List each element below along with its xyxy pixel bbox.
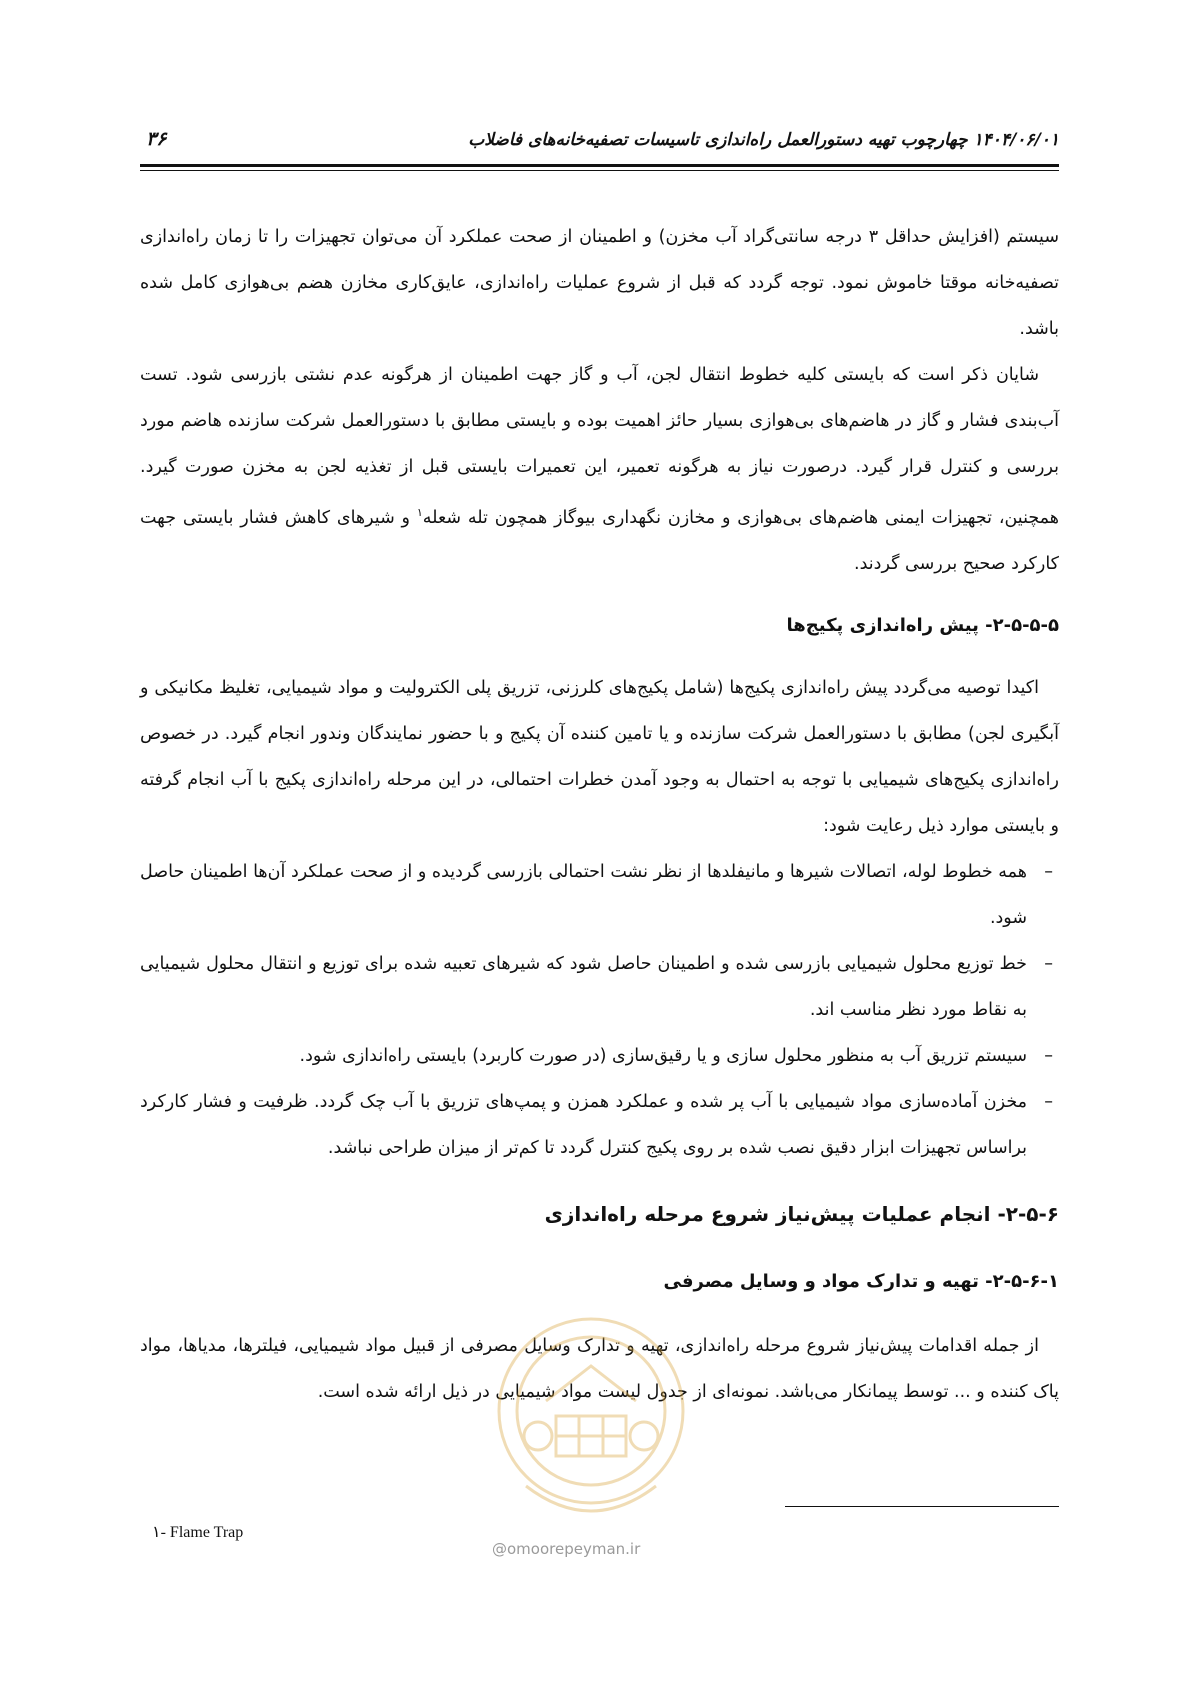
dash-bullet: –	[1044, 953, 1053, 974]
footnote-ref: ۱	[416, 506, 423, 519]
list-item: – خط توزیع محلول شیمیایی بازرسی شده و اطمینان حاصل شود که شیرهای تعبیه شده برای توزیع و انتقال محلول شیمیایی به نقاط مورد نظر مناسب اند.	[140, 941, 1059, 1033]
list-item: – همه خطوط لوله، اتصالات شیرها و مانیفلدها از نظر نشت احتمالی بازرسی گردیده و از صحت عملکرد آن‌ها اطمینان حاصل شود.	[140, 849, 1059, 941]
page-number: ۳۶	[146, 128, 167, 150]
paragraph-packages: اکیدا توصیه می‌گردد پیش راه‌اندازی پکیج‌ها (شامل پکیج‌های کلرزنی، تزریق پلی الکترولیت و مواد شیمیایی، تغلیظ مکانیکی و آبگیری لجن) مطابق با دستورالعمل شرکت سازنده و یا تامین کننده آن پکیج و با حضور نمایندگان وندور انجام گیرد. در خصوص راه‌اندازی پکیج‌های شیمیایی با توجه به احتمال به وجود آمدن خطرات احتمالی، در این مرحله راه‌اندازی پکیج با آب انجام گرفته و بایستی موارد ذیل رعایت شود:	[140, 677, 1059, 836]
section-heading-prerequisites: ۲-۵-۶- انجام عملیات پیش‌نیاز شروع مرحله راه‌اندازی	[544, 1201, 1059, 1226]
paragraph-insulation: سیستم (افزایش حداقل ۳ درجه سانتی‌گراد آب مخزن) و اطمینان از صحت عملکرد آن می‌توان تجهیزات را تا زمان راه‌اندازی تصفیه‌خانه موقتا خاموش نمود. توجه گردد که قبل از شروع عملیات راه‌اندازی، عایق‌کاری مخازن هضم بی‌هوازی کامل شده باشد.	[140, 227, 1059, 339]
header-rule-thick	[140, 164, 1059, 167]
subsection-heading-supplies: ۲-۵-۶-۱- تهیه و تدارک مواد و وسایل مصرفی	[663, 1270, 1059, 1292]
omoore-peyman-seal-icon	[486, 1306, 696, 1554]
dash-bullet: –	[1044, 1045, 1053, 1066]
list-item: – سیستم تزریق آب به منظور محلول سازی و یا رقیق‌سازی (در صورت کاربرد) بایستی راه‌اندازی شود.	[140, 1033, 1059, 1079]
leak-test-text: شایان ذکر است که بایستی کلیه خطوط انتقال لجن، آب و گاز جهت اطمینان از هرگونه عدم نشتی بازرسی شود. تست آب‌بندی فشار و گاز در هاضم‌های بی‌هوازی بسیار حائز اهمیت بوده و بایستی مطابق با دستورالعمل شرکت سازنده هاضم مورد بررسی و کنترل قرار گیرد. درصورت نیاز به هرگونه تعمیر، این تعمیرات بایستی قبل از تغذیه لجن به مخزن صورت گیرد. همچنین، تجهیزات ایمنی هاضم‌های بی‌هوازی و مخازن نگهداری بیوگاز همچون تله شعله	[140, 365, 1059, 528]
paragraph-leak-test	[140, 352, 1059, 587]
leak-test-text-end: و شیرهای کاهش فشار بایستی جهت کارکرد صحیح بررسی گردند.	[140, 507, 1059, 574]
dash-bullet: –	[1044, 861, 1053, 882]
footnote-separator	[785, 1506, 1059, 1507]
footnote: ۱- Flame Trap	[152, 1524, 244, 1541]
at-sign-icon: @	[492, 1540, 507, 1558]
header-rule-thin	[140, 170, 1059, 171]
watermark-site: @omoorepeyman.ir	[492, 1540, 641, 1558]
page-body	[140, 214, 1059, 1415]
section-heading-package-precommissioning: ۲-۵-۵-۵- پیش راه‌اندازی پکیج‌ها	[786, 614, 1059, 636]
package-checklist	[140, 849, 1059, 1171]
dash-bullet: –	[1044, 1091, 1053, 1112]
paragraph-supplies: از جمله اقدامات پیش‌نیاز شروع مرحله راه‌اندازی، تهیه و تدارک وسایل مصرفی از قبیل مواد شیمیایی، فیلترها، مدیاها، مواد پاک کننده و ... توسط پیمانکار می‌باشد. نمونه‌ای از جدول لیست مواد شیمیایی در ذیل ارائه شده است.	[140, 1335, 1059, 1402]
running-title: ۱۴۰۴/۰۶/۰۱ چهارچوب تهیه دستورالعمل راه‌اندازی تاسیسات تصفیه‌خانه‌های فاضلاب	[468, 130, 1059, 150]
list-item: – مخزن آماده‌سازی مواد شیمیایی با آب پر شده و عملکرد همزن و پمپ‌های تزریق با آب چک گردد. ظرفیت و فشار کارکرد براساس تجهیزات ابزار دقیق نصب شده بر روی پکیج کنترل گردد تا کم‌تر از میزان طراحی نباشد.	[140, 1079, 1059, 1171]
running-header	[140, 128, 1059, 162]
